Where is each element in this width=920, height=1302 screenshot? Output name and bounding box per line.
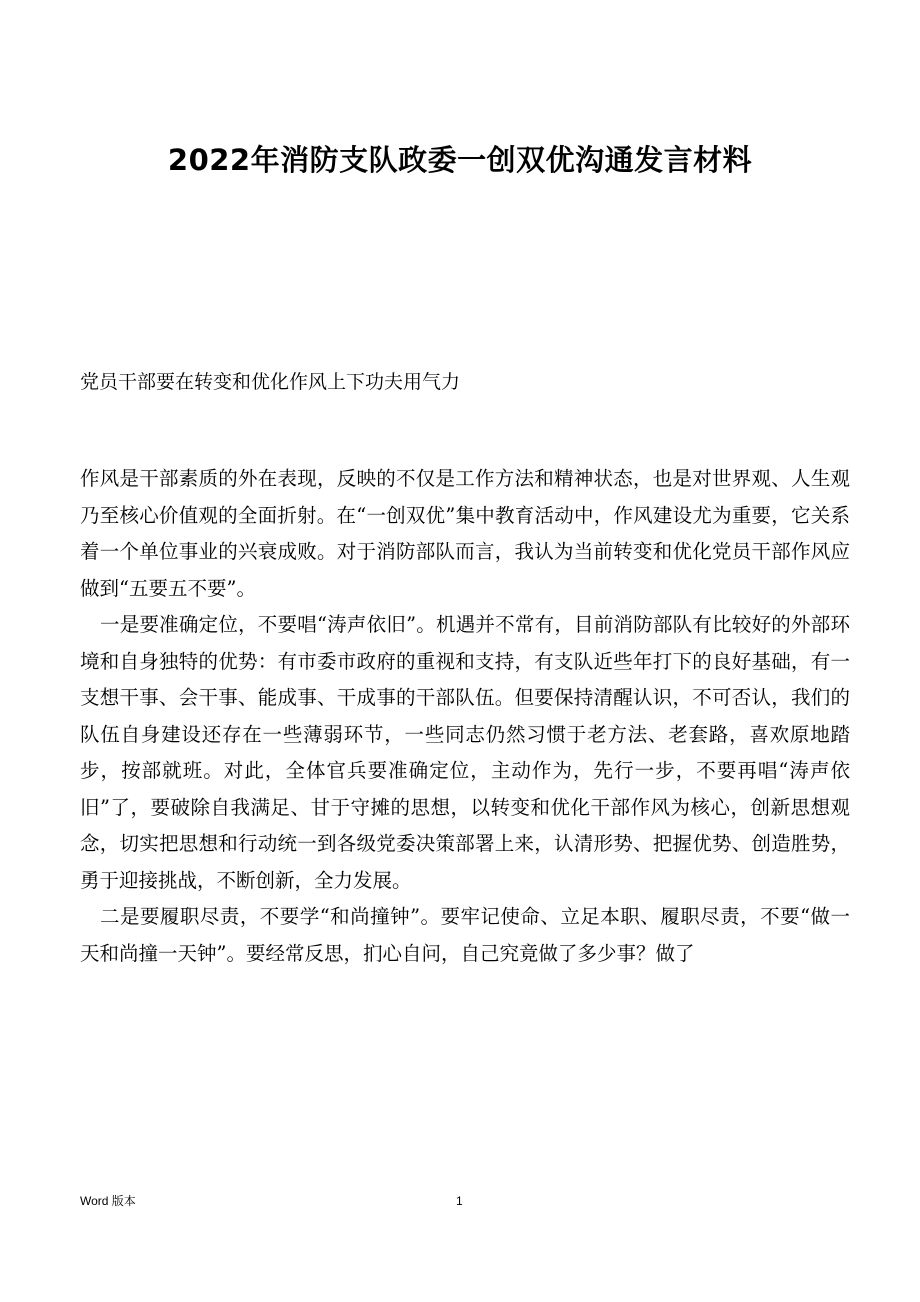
footer-version-label: Word 版本 bbox=[80, 1194, 136, 1208]
footer-page-number: 1 bbox=[456, 1194, 463, 1208]
paragraph-intro: 作风是干部素质的外在表现，反映的不仅是工作方法和精神状态，也是对世界观、人生观乃至核心价值观的全面折射。在“一创双优”集中教育活动中，作风建设尤为重要，它关系着一个单位事业的兴衰成败。对于消防部队而言，我认为当前转变和优化党员干部作风应做到“五要五不要”。 bbox=[80, 467, 850, 600]
document-subtitle: 党员干部要在转变和优化作风上下功夫用气力 bbox=[80, 371, 461, 393]
document-title: 2022年消防支队政委一创双优沟通发言材料 bbox=[167, 143, 753, 177]
paragraph-point-two: 二是要履职尽责，不要学“和尚撞钟”。要牢记使命、立足本职、履职尽责，不要“做一天和尚撞一天钟”。要经常反思，扪心自问，自己究竟做了多少事？做了 bbox=[80, 905, 850, 965]
document-body bbox=[80, 461, 850, 972]
paragraph-point-one: 一是要准确定位，不要唱“涛声依旧”。机遇并不常有，目前消防部队有比较好的外部环境和自身独特的优势：有市委市政府的重视和支持，有支队近些年打下的良好基础，有一支想干事、会干事、能成事、干成事的干部队伍。但要保持清醒认识，不可否认，我们的队伍自身建设还存在一些薄弱环节，一些同志仍然习惯于老方法、老套路，喜欢原地踏步，按部就班。对此，全体官兵要准确定位，主动作为，先行一步，不要再唱“涛声依旧”了，要破除自我满足、甘于守摊的思想，以转变和优化干部作风为核心，创新思想观念，切实把思想和行动统一到各级党委决策部署上来，认清形势、把握优势、创造胜势，勇于迎接挑战，不断创新，全力发展。 bbox=[80, 613, 850, 892]
